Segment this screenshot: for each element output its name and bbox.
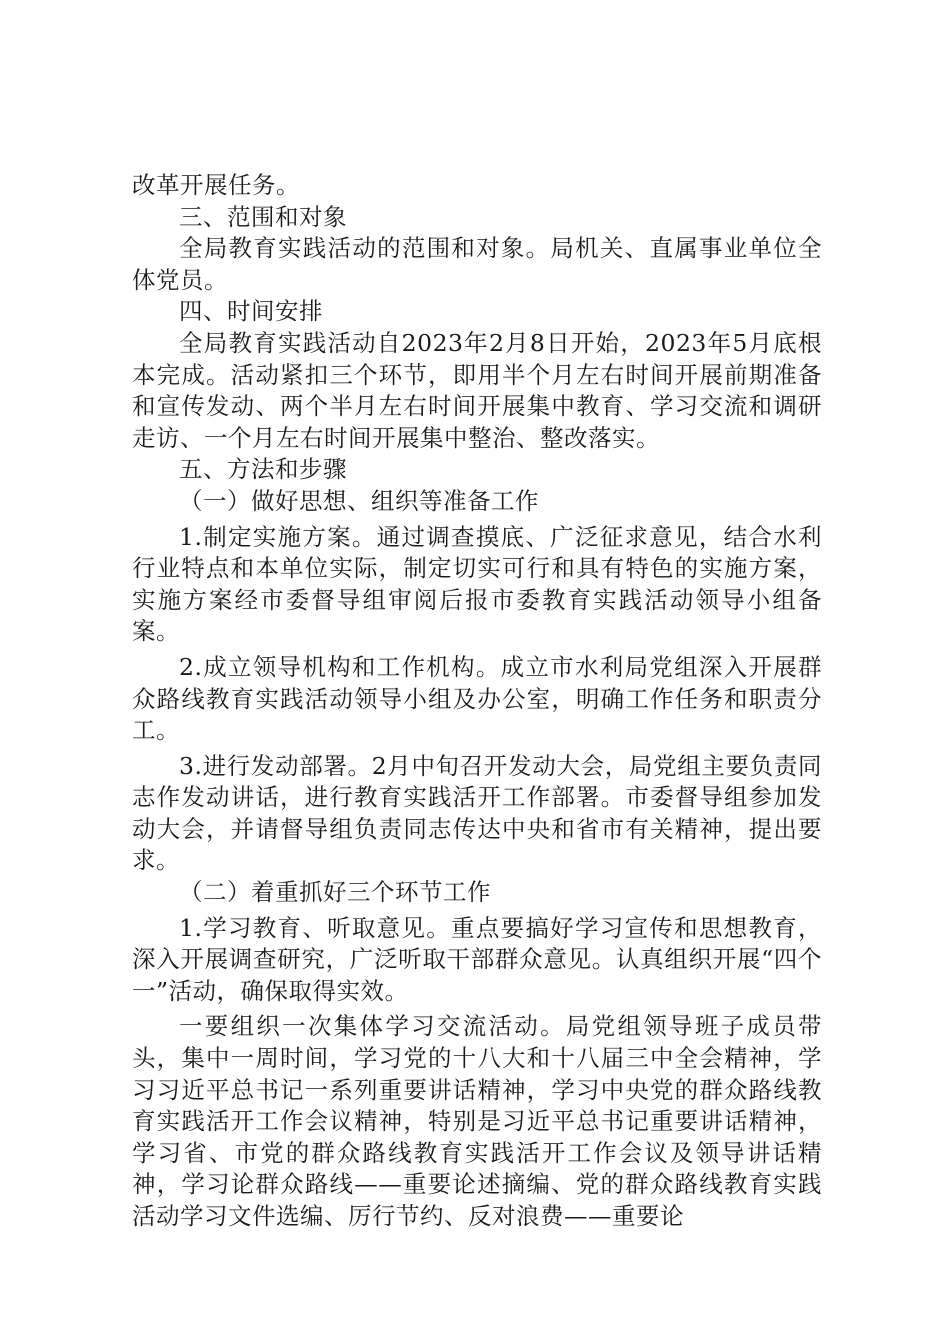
paragraph-continuation: 改革开展任务。	[132, 171, 300, 199]
paragraph-study-education: 1.学习教育、听取意见。重点要搞好学习宣传和思想教育，深入开展调查研究，广泛听取干部群众意见。认真组织开展“四个一”活动，确保取得实效。	[132, 913, 822, 1005]
paragraph-item-1: 1.制定实施方案。通过调查摸底、广泛征求意见，结合水利行业特点和本单位实际，制定切实可行和具有特色的实施方案，实施方案经市委督导组审阅后报市委教育实践活动领导小组备案。	[132, 522, 822, 646]
section-heading-scope: 三、范围和对象	[179, 202, 347, 231]
paragraph-item-3: 3.进行发动部署。2月中旬召开发动大会，局党组主要负责同志作发动讲话，进行教育实践活开工作部署。市委督导组参加发动大会，并请督导组负责同志传达中央和省市有关精神，提出要求。	[132, 751, 822, 875]
paragraph-scope: 全局教育实践活动的范围和对象。局机关、直属事业单位全体党员。	[132, 234, 822, 294]
section-heading-schedule: 四、时间安排	[179, 297, 323, 326]
document-body	[132, 170, 822, 1233]
paragraph-item-2: 2.成立领导机构和工作机构。成立市水利局党组深入开展群众路线教育实践活动领导小组及办公室，明确工作任务和职责分工。	[132, 652, 822, 745]
paragraph-schedule: 全局教育实践活动自2023年2月8日开始，2023年5月底根本完成。活动紧扣三个环节，即用半个月左右时间开展前期准备和宣传发动、两个半月左右时间开展集中教育、学习交流和调研走访、一个月左右时间开展集中整治、整改落实。	[132, 328, 822, 452]
subsection-heading-preparation: （一）做好思想、组织等准备工作	[179, 486, 539, 515]
paragraph-collective-study: 一要组织一次集体学习交流活动。局党组领导班子成员带头，集中一周时间，学习党的十八大和十八届三中全会精神，学习习近平总书记一系列重要讲话精神，学习中央党的群众路线教育实践活开工作会议精神，特别是习近平总书记重要讲话精神，学习省、市党的群众路线教育实践活开工作会议及领导讲话精神，学习论群众路线——重要论述摘编、党的群众路线教育实践活动学习文件选编、厉行节约、反对浪费——重要论	[132, 1012, 822, 1230]
section-heading-methods: 五、方法和步骤	[179, 455, 347, 484]
subsection-heading-three-links: （二）着重抓好三个环节工作	[179, 878, 491, 907]
